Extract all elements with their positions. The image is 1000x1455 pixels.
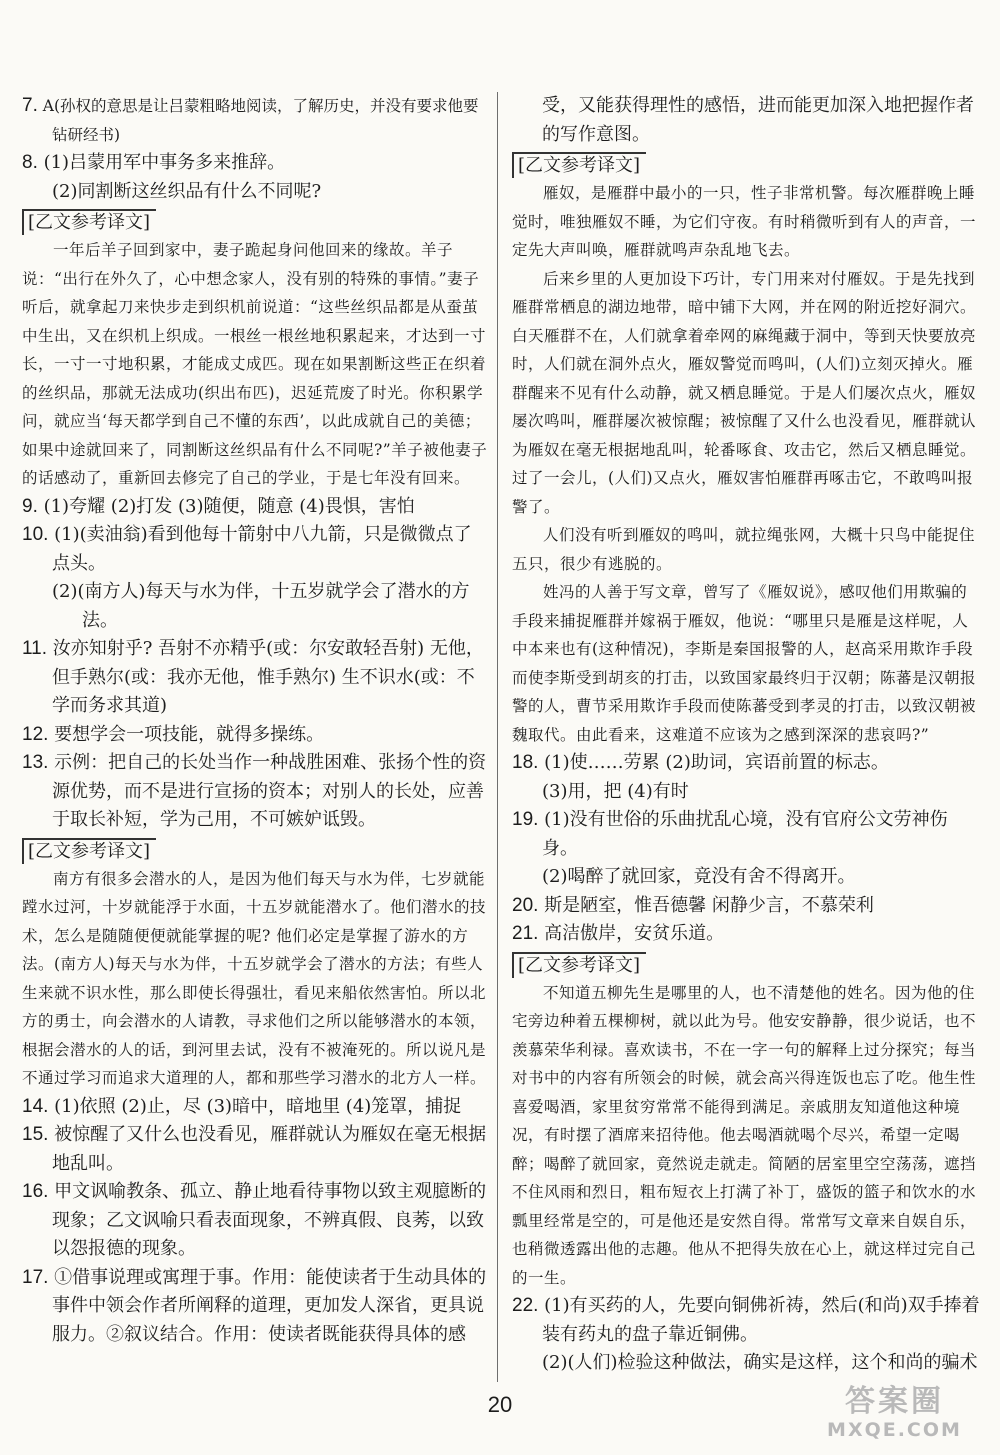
answer-18-part2: (3)用，把 (4)有时 bbox=[542, 780, 689, 802]
answer-17-continued: 受，又能获得理性的感悟，进而能更加深入地把握作者的写作意图。 bbox=[542, 95, 974, 145]
answer-20: 20. 斯是陋室，惟吾德馨 闲静少言，不慕荣利 bbox=[512, 894, 874, 916]
watermark-text-en: MXQE.COM bbox=[827, 1419, 962, 1441]
answer-14: 14. (1)依照 (2)止，尽 (3)暗中，暗地里 (4)笼罩，捕捉 bbox=[22, 1095, 462, 1117]
section-heading-translation: [乙文参考译文] bbox=[512, 952, 646, 978]
translation-paragraph: 南方有很多会潜水的人，是因为他们每天与水为伴，七岁就能蹚水过河，十岁就能浮于水面，十五岁就能潜水了。他们潜水的技术，怎么是随随便便就能掌握的呢? 他们必定是掌握了游水的方法。(南方人)每天与水为伴，十五岁就学会了潜水的方法；有些人生来就不识水性，那么即使长得强壮，看见来船依然害怕。所以北方的勇士，向会潜水的人请教，寻求他们之所以能够潜水的本领，根据会潜水的人的话，到河里去试，没有不被淹死的。所以说凡是不通过学习而追求大道理的人，都和那些学习潜水的北方人一样。 bbox=[22, 869, 487, 1087]
answer-16: 16. 甲文讽喻教条、孤立、静止地看待事物以致主观臆断的现象；乙文讽喻只看表面现象，不辨真假、良莠，以致以怨报德的现象。 bbox=[22, 1181, 487, 1259]
answer-7: 7. A(孙权的意思是让吕蒙粗略地阅读，了解历史，并没有要求他要钻研经书) bbox=[22, 95, 479, 144]
translation-paragraph: 人们没有听到雁奴的鸣叫，就拉绳张网，大概十只鸟中能捉住五只，很少有逃脱的。 bbox=[512, 526, 976, 573]
answer-15: 15. 被惊醒了又什么也没看见，雁群就认为雁奴在毫无根据地乱叫。 bbox=[22, 1124, 487, 1174]
watermark-text-cn: 答案圈 bbox=[845, 1384, 944, 1419]
answer-19: 19. (1)没有世俗的乐曲扰乱心境，没有官府公文劳神伤身。 bbox=[512, 809, 948, 859]
answer-8-part2: (2)同割断这丝织品有什么不同呢? bbox=[52, 180, 322, 202]
answer-22: 22. (1)有买药的人，先要向铜佛祈祷，然后(和尚)双手捧着装有药丸的盘子靠近铜佛。 bbox=[512, 1295, 980, 1345]
answer-17: 17. ①借事说理或寓理于事。作用：能使读者于生动具体的事件中领会作者所阐释的道理，更加发人深省，更具说服力。②叙议结合。作用：使读者既能获得具体的感 bbox=[22, 1266, 487, 1345]
translation-paragraph: 一年后羊子回到家中，妻子跪起身问他回来的缘故。羊子说：“出行在外久了，心中想念家人，没有别的特殊的事情。”妻子听后，就拿起刀来快步走到织机前说道：“这些丝织品都是从蚕茧中生出，又在织机上织成。一根丝一根丝地积累起来，才达到一寸长，一寸一寸地积累，才能成丈成匹。现在如果割断这些正在织着的丝织品，那就无法成功(织出布匹)，迟延荒废了时光。你积累学问，就应当‘每天都学到自己不懂的东西’，以此成就自己的美德；如果中途就回来了，同割断这丝织品有什么不同呢?”羊子被他妻子的话感动了，重新回去修完了自己的学业，于是七年没有回来。 bbox=[22, 241, 488, 487]
translation-paragraph: 雁奴，是雁群中最小的一只，性子非常机警。每次雁群晚上睡觉时，唯独雁奴不睡，为它们守夜。有时稍微听到有人的声音，一定先大声叫唤，雁群就鸣声杂乱地飞去。 bbox=[512, 184, 977, 259]
answer-10: 10. (1)(卖油翁)看到他每十箭射中八九箭，只是微微点了点头。 bbox=[22, 524, 472, 574]
translation-paragraph: 后来乡里的人更加设下巧计，专门用来对付雁奴。于是先找到雁群常栖息的湖边地带，暗中铺下大网，并在网的附近挖好洞穴。白天雁群不在，人们就拿着牵网的麻绳藏于洞中，等到天快要放亮时，人们就在洞外点火，雁奴警觉而鸣叫，(人们)立刻灭掉火。雁群醒来不见有什么动静，就又栖息睡觉。于是人们屡次点火，雁奴屡次鸣叫，雁群屡次被惊醒；被惊醒了又什么也没看见，雁群就认为雁奴在毫无根据地乱叫，轮番啄食、攻击它，然后又栖息睡觉。过了一会儿，(人们)又点火，雁奴害怕雁群再啄击它，不敢鸣叫报警了。 bbox=[512, 269, 977, 516]
answer-22-part2: (2)(人们)检验这种做法，确实是这样，这个和尚的骗术 bbox=[542, 1352, 978, 1373]
column-divider bbox=[497, 92, 498, 1382]
answer-13: 13. 示例：把自己的长处当作一种战胜困难、张扬个性的资源优势，而不是进行宣扬的资本；对别人的长处，应善于取长补短，学为己用，不可嫉妒诋毁。 bbox=[22, 752, 487, 830]
left-column bbox=[22, 92, 488, 1382]
section-heading-translation: [乙文参考译文] bbox=[22, 209, 156, 235]
answer-9: 9. (1)夸耀 (2)打发 (3)随便，随意 (4)畏惧，害怕 bbox=[22, 495, 415, 517]
watermark-logo bbox=[807, 1385, 982, 1447]
right-column bbox=[512, 92, 980, 1382]
answer-8: 8. (1)吕蒙用军中事务多来推辞。 bbox=[22, 152, 286, 173]
page-number: 20 bbox=[487, 1392, 513, 1417]
answer-19-part2: (2)喝醉了就回家，竟没有舍不得离开。 bbox=[542, 866, 856, 887]
answer-10-part2: (2)(南方人)每天与水为伴，十五岁就学会了潜水的方法。 bbox=[52, 581, 470, 631]
section-heading-translation: [乙文参考译文] bbox=[22, 838, 156, 864]
answer-21: 21. 高洁傲岸，安贫乐道。 bbox=[512, 923, 725, 944]
translation-paragraph: 姓冯的人善于写文章，曾写了《雁奴说》，感叹他们用欺骗的手段来捕捉雁群并嫁祸于雁奴，他说：“哪里只是雁是这样呢，人中本来也有(这种情况)，李斯是秦国报警的人，赵高采用欺诈手段而使李斯受到胡亥的打击，以致国家最终归于汉朝；陈蕃是汉朝报警的人，曹节采用欺诈手段而使陈蕃受到孝灵的打击，以致汉朝被魏取代。由此看来，这难道不应该为之感到深深的悲哀吗?” bbox=[512, 583, 977, 744]
answer-18: 18. (1)使……劳累 (2)助词，宾语前置的标志。 bbox=[512, 752, 889, 773]
section-heading-translation: [乙文参考译文] bbox=[512, 152, 646, 178]
answer-12: 12. 要想学会一项技能，就得多操练。 bbox=[22, 723, 325, 745]
answer-11: 11. 汝亦知射乎? 吾射不亦精乎(或：尔安敢轻吾射) 无他，但手熟尔(或：我亦无他，惟手熟尔) 生不识水(或：不学而务求其道) bbox=[22, 638, 484, 716]
translation-paragraph: 不知道五柳先生是哪里的人，也不清楚他的姓名。因为他的住宅旁边种着五棵柳树，就以此为号。他安安静静，很少说话，也不羡慕荣华利禄。喜欢读书，不在一字一句的解释上过分探究；每当对书中的内容有所领会的时候，就会高兴得连饭也忘了吃。他生性喜爱喝酒，家里贫穷常常不能得到满足。亲戚朋友知道他这种境况，有时摆了酒席来招待他。他去喝酒就喝个尽兴，希望一定喝醉；喝醉了就回家，竟然说走就走。简陋的居室里空空荡荡，遮挡不住风雨和烈日，粗布短衣上打满了补丁，盛饭的篮子和饮水的水瓢里经常是空的，可是他还是安然自得。常常写文章来自娱自乐，也稍微透露出他的志趣。他从不把得失放在心上，就这样过完自己的一生。 bbox=[512, 983, 977, 1287]
